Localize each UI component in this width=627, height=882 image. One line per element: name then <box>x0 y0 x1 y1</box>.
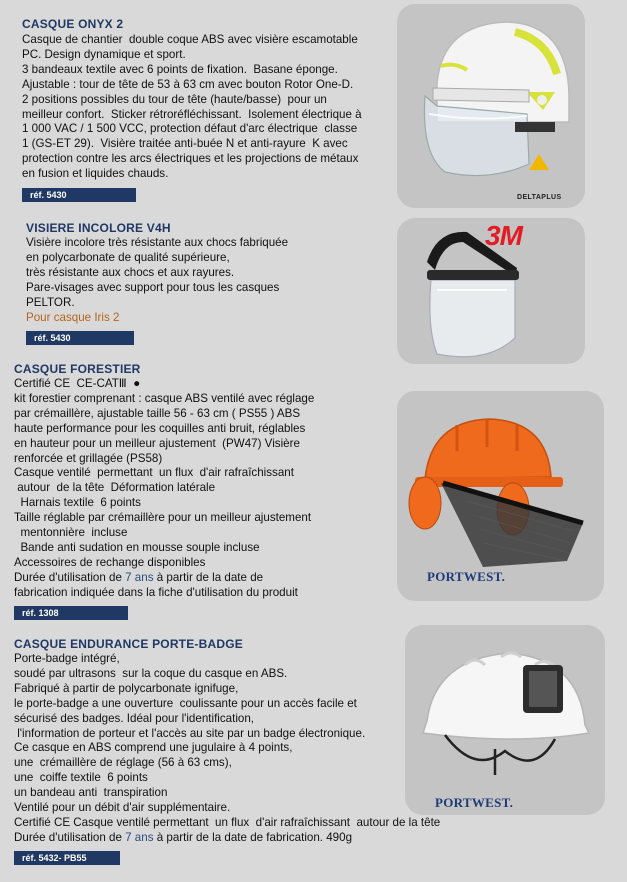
brand-logo: PORTWEST. <box>435 795 514 810</box>
compatibility-note: Pour casque Iris 2 <box>26 310 120 324</box>
description-line: Casque ventilé permettant un flux d'air rafraîchissant <box>14 466 294 480</box>
description-line: en fusion et liquides chauds. <box>22 167 169 181</box>
description-line: une crémaillère de réglage (56 à 63 cms), <box>14 756 232 770</box>
description-line: Fabriqué à partir de polycarbonate ignifuge, <box>14 681 239 695</box>
description-line: Porte-badge intégré, <box>14 652 120 665</box>
reference-badge: réf. 5430 <box>26 331 134 345</box>
description-line: en polycarbonate de qualité supérieure, <box>26 250 230 264</box>
description-line: très résistante aux chocs et aux rayures. <box>26 265 235 279</box>
description-line: sécurisé des badges. Idéal pour l'identification, <box>14 711 255 725</box>
description-line: fabrication indiquée dans la fiche d'utilisation du produit <box>14 585 298 599</box>
description-line: Certifié CE CE-CATⅢ ● <box>14 377 141 390</box>
product-title: CASQUE ENDURANCE PORTE-BADGE <box>14 637 243 651</box>
description-line: soudé par ultrasons sur la coque du casque en ABS. <box>14 666 288 680</box>
description-line: 3 bandeaux textile avec 6 points de fixation. Basane éponge. <box>22 62 338 76</box>
description-line: Visière incolore très résistante aux chocs fabriquée <box>26 236 289 249</box>
description-line: meilleur confort. Sticker rétroréfléchissant. Isolement électrique à <box>22 107 362 121</box>
brand-logo: DELTAPLUS <box>517 194 562 201</box>
description-line: Ventilé pour un débit d'air supplémentaire. <box>14 801 231 815</box>
badge-holder-helmet-icon <box>405 625 605 815</box>
description-line: 2 positions possibles du tour de tête (haute/basse) pour un <box>22 92 327 106</box>
safety-helmet-with-visor-icon <box>397 4 585 208</box>
description-line: le porte-badge a une ouverture coulissante pour un accès facile et <box>14 696 357 710</box>
duration-value: 7 ans <box>125 830 154 844</box>
description-line: mentonnière incluse <box>14 526 128 540</box>
description-line: Ce casque en ABS comprend une jugulaire à 4 points, <box>14 741 293 755</box>
description-line: kit forestier comprenant : casque ABS ventilé avec réglage <box>14 391 315 405</box>
product-title: CASQUE ONYX 2 <box>22 17 124 31</box>
description-line: 1 000 VAC / 1 500 VCC, protection défaut d'arc électrique classe <box>22 122 358 136</box>
duration-suffix: à partir de la date de fabrication. 490g <box>153 830 353 844</box>
description-line: un bandeau anti transpiration <box>14 786 168 800</box>
product-description <box>14 377 314 601</box>
duration-prefix: Durée d'utilisation de <box>14 830 126 844</box>
description-line: Casque de chantier double coque ABS avec visière escamotable <box>22 33 358 46</box>
description-line: Pare-visages avec support pour tous les casques <box>26 280 280 294</box>
description-line: une coiffe textile 6 points <box>14 771 148 785</box>
duration-suffix: à partir de la date de <box>153 570 264 584</box>
description-line: par crémaillère, ajustable taille 56 - 63 cm ( PS55 ) ABS <box>14 406 301 420</box>
brand-logo: 3M <box>485 220 522 251</box>
product-description <box>14 652 440 846</box>
product-title: VISIERE INCOLORE V4H <box>26 221 171 235</box>
description-line: autour de la tête Déformation latérale <box>14 481 216 495</box>
description-line: Certifié CE Casque ventilé permettant un flux d'air rafraîchissant autour de la tête <box>14 815 441 829</box>
product-title: CASQUE FORESTIER <box>14 362 141 376</box>
reference-badge: réf. 5430 <box>22 188 136 202</box>
product-description <box>22 33 362 182</box>
brand-logo: PORTWEST. <box>427 569 506 584</box>
description-line: haute performance pour les coquilles anti bruit, réglables <box>14 421 306 435</box>
description-line: 1 (GS-ET 29). Visière traitée anti-buée N et anti-rayure K avec <box>22 137 348 151</box>
description-line: renforcée et grillagée (PS58) <box>14 451 163 465</box>
reference-badge: réf. 5432- PB55 <box>14 851 120 865</box>
description-line: Bande anti sudation en mousse souple incluse <box>14 540 260 554</box>
product-image <box>397 391 604 601</box>
product-description <box>26 236 288 325</box>
description-line: l'information de porteur et l'accès au site par un badge électronique. <box>14 726 366 740</box>
duration-line <box>14 571 314 586</box>
description-line: Taille réglable par crémaillère pour un meilleur ajustement <box>14 511 312 525</box>
duration-line <box>14 831 440 846</box>
description-line: PELTOR. <box>26 295 75 309</box>
description-line: en hauteur pour un meilleur ajustement (PW47) Visière <box>14 436 300 450</box>
description-line: Ajustable : tour de tête de 53 à 63 cm avec bouton Rotor One-D. <box>22 77 354 91</box>
product-image <box>405 625 605 815</box>
description-line: Accessoires de rechange disponibles <box>14 555 206 569</box>
description-line: Harnais textile 6 points <box>14 496 141 510</box>
description-line: PC. Design dynamique et sport. <box>22 47 186 61</box>
duration-value: 7 ans <box>125 570 154 584</box>
duration-prefix: Durée d'utilisation de <box>14 570 126 584</box>
product-image <box>397 218 585 364</box>
reference-badge: réf. 1308 <box>14 606 128 620</box>
product-image <box>397 4 585 208</box>
description-line: protection contre les arcs électriques et les projections de métaux <box>22 152 359 166</box>
